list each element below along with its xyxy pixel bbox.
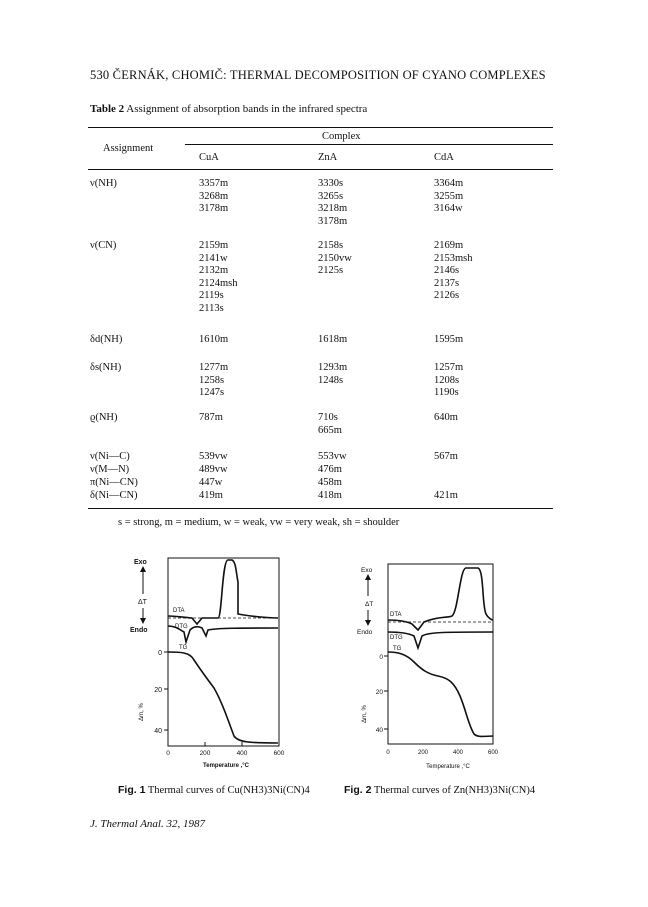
cell-cda: 2137s	[434, 277, 460, 289]
cell-cua: 3178m	[199, 203, 229, 215]
cell-zna: 3265s	[318, 190, 344, 202]
fig2-dtg-curve	[388, 632, 493, 648]
row-assignment: ν(Ni—C)	[90, 451, 130, 462]
cell-cda: 640m	[434, 412, 458, 423]
fig2-tg-label: TG	[393, 646, 402, 652]
cell-zna: 476m	[318, 464, 342, 475]
cell-cua: 3357m	[199, 178, 229, 189]
cell-cda: 1595m	[434, 334, 464, 345]
fig1-dtg-label: DTG	[175, 624, 188, 630]
fig2-ytick-0: 0	[379, 654, 383, 661]
cell-cda: 2146s	[434, 265, 460, 277]
header-col-cua: CuA	[199, 152, 219, 163]
cell-zna: 2158s	[318, 240, 344, 251]
table-caption	[90, 103, 367, 115]
cell-zna: 458m	[318, 477, 342, 488]
header-assignment: Assignment	[103, 143, 154, 154]
fig2-xtick-0: 0	[386, 750, 390, 756]
cell-cua: 3268m	[199, 190, 229, 202]
figure-1-plot	[118, 552, 318, 772]
cell-zna: 2125s	[318, 265, 344, 277]
table-complex-rule	[185, 144, 553, 145]
fig2-dtg-label: DTG	[390, 635, 403, 641]
fig2-axes-box	[388, 564, 493, 744]
fig1-x-label: Temperature ,°C	[203, 763, 249, 769]
figure-2-caption	[344, 784, 535, 796]
cell-zna: 3218m	[318, 203, 348, 215]
fig1-tg-label: TG	[179, 645, 188, 651]
cell-cua: 787m	[199, 412, 223, 423]
cell-cua: 2119s	[199, 290, 224, 302]
figure-2-label: Fig. 2	[344, 784, 372, 796]
cell-zna: 553vw	[318, 451, 347, 462]
cell-zna: 1248s	[318, 374, 344, 386]
cell-cda: 1257m	[434, 362, 464, 373]
row-assignment: ν(M—N)	[90, 464, 130, 475]
cell-cua: 1258s	[199, 374, 225, 386]
fig1-dta-curve	[168, 560, 278, 624]
cell-cua: 2159m	[199, 240, 229, 251]
fig1-exo-label: Exo	[134, 559, 147, 566]
row-assignment: δ(Ni—CN)	[90, 490, 138, 501]
cell-cda: 2153msh	[434, 252, 473, 264]
fig1-axes-box	[168, 558, 279, 746]
table-caption-text: Assignment of absorption bands in the infrared spectra	[124, 103, 368, 115]
cell-zna: 710s	[318, 412, 338, 423]
cell-cua: 2124msh	[199, 277, 238, 289]
cell-zna: 665m	[318, 424, 342, 436]
row-assignment: δs(NH)	[90, 362, 122, 373]
header-col-cda: CdA	[434, 152, 454, 163]
fig1-y-label: Δm, %	[139, 703, 145, 721]
fig2-y-label: Δm, %	[362, 705, 368, 723]
fig1-ytick-20: 20	[154, 687, 162, 694]
fig2-dta-curve	[388, 568, 493, 630]
fig1-xtick-400: 400	[236, 750, 248, 757]
fig2-ytick-20: 20	[375, 689, 383, 696]
cell-cda: 3255m	[434, 190, 464, 202]
cell-cua: 2113s	[199, 303, 224, 314]
cell-cda: 3364m	[434, 178, 464, 189]
table-top-rule	[88, 127, 553, 128]
fig2-tg-curve	[388, 652, 493, 737]
cell-zna: 3178m	[318, 215, 348, 227]
cell-cda: 1208s	[434, 374, 460, 386]
cell-cua: 539vw	[199, 451, 228, 462]
fig2-xtick-400: 400	[452, 750, 464, 756]
cell-cua: 1247s	[199, 387, 225, 399]
fig1-xtick-200: 200	[199, 750, 211, 757]
row-assignment: π(Ni—CN)	[90, 477, 138, 488]
cell-zna: 3330s	[318, 178, 344, 189]
table-caption-label: Table 2	[90, 103, 125, 115]
fig2-delta-t-label: ΔT	[365, 601, 374, 608]
fig2-x-label: Temperature ,°C	[426, 764, 470, 770]
fig1-dta-label: DTA	[173, 608, 185, 614]
figure-1-caption-text: Thermal curves of Cu(NH3)3Ni(CN)4	[145, 785, 310, 796]
cell-zna: 1293m	[318, 362, 348, 373]
figure-1-label: Fig. 1	[118, 784, 146, 796]
fig2-xtick-600: 600	[487, 750, 499, 756]
fig2-xtick-200: 200	[417, 750, 429, 756]
table-legend: s = strong, m = medium, w = weak, vw = very weak, sh = shoulder	[118, 517, 400, 528]
fig2-endo-label: Endo	[357, 629, 373, 636]
figure-2-caption-text: Thermal curves of Zn(NH3)3Ni(CN)4	[371, 785, 536, 796]
cell-cua: 419m	[199, 490, 223, 501]
fig1-ytick-0: 0	[158, 650, 162, 657]
cell-zna: 418m	[318, 490, 342, 501]
fig1-tg-curve	[168, 652, 278, 743]
row-assignment: ν(CN)	[90, 240, 117, 251]
table-bottom-rule	[88, 508, 553, 509]
cell-cua: 489vw	[199, 464, 228, 475]
fig1-delta-t-label: ΔT	[138, 599, 147, 606]
fig1-xtick-0: 0	[166, 750, 170, 757]
cell-zna: 2150vw	[318, 252, 352, 264]
table-header-rule	[88, 169, 553, 170]
running-footer: J. Thermal Anal. 32, 1987	[90, 818, 205, 830]
running-header: 530 ČERNÁK, CHOMIČ: THERMAL DECOMPOSITION OF CYANO COMPLEXES	[90, 68, 546, 82]
row-assignment: ϱ(NH)	[90, 412, 118, 423]
figure-1-caption	[118, 784, 310, 796]
cell-cda: 3164w	[434, 203, 463, 215]
cell-zna: 1618m	[318, 334, 348, 345]
header-col-zna: ZnA	[318, 152, 338, 163]
fig2-dta-label: DTA	[390, 612, 402, 618]
row-assignment: δd(NH)	[90, 334, 123, 345]
fig1-endo-label: Endo	[130, 627, 148, 634]
cell-cda: 2126s	[434, 290, 460, 302]
fig2-exo-label: Exo	[361, 567, 373, 574]
cell-cda: 1190s	[434, 387, 459, 399]
cell-cua: 1277m	[199, 362, 229, 373]
row-assignment: ν(NH)	[90, 178, 117, 189]
cell-cua: 2141w	[199, 252, 228, 264]
cell-cua: 2132m	[199, 265, 229, 277]
cell-cua: 447w	[199, 477, 223, 488]
header-complex: Complex	[322, 131, 361, 142]
cell-cda: 2169m	[434, 240, 464, 251]
figure-2-plot	[348, 556, 518, 776]
cell-cda: 421m	[434, 490, 458, 501]
fig1-ytick-40: 40	[154, 728, 162, 735]
cell-cda: 567m	[434, 451, 458, 462]
fig1-xtick-600: 600	[273, 750, 285, 757]
fig2-ytick-40: 40	[375, 727, 383, 734]
cell-cua: 1610m	[199, 334, 229, 345]
